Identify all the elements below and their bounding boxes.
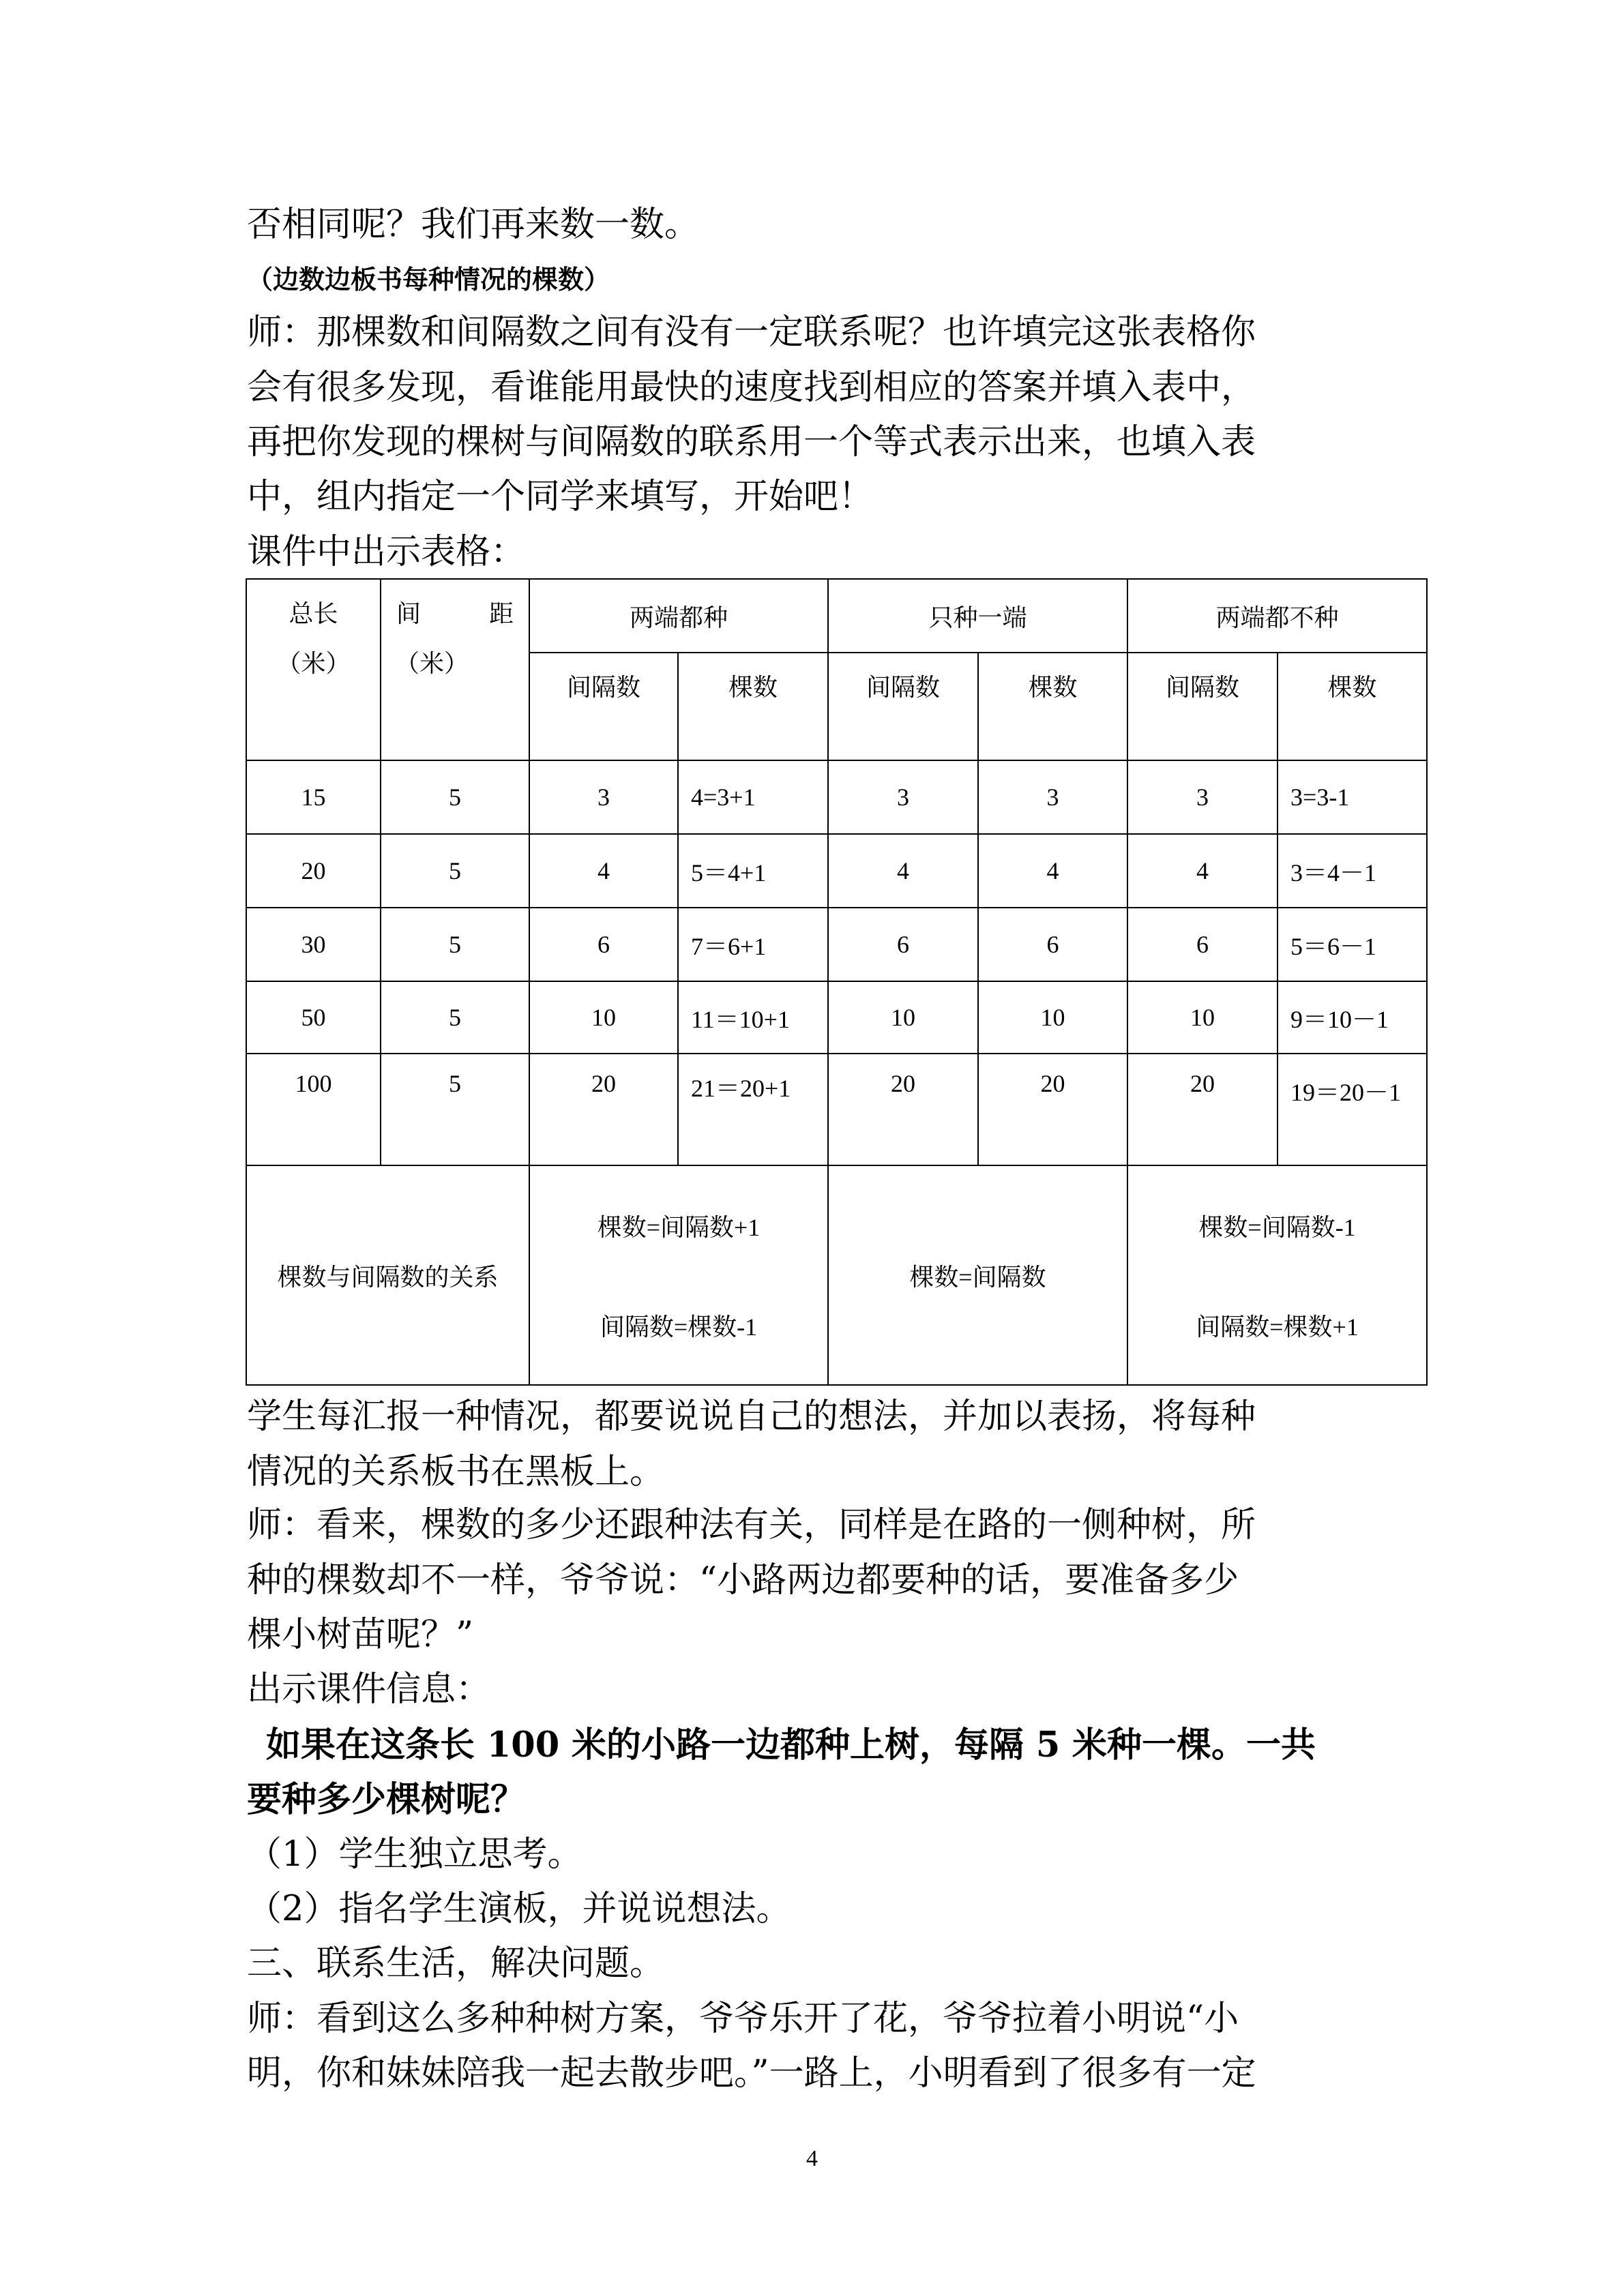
cell: 20	[978, 1054, 1127, 1165]
cell: 10	[828, 981, 978, 1054]
cell: 9＝10－1	[1278, 981, 1427, 1054]
cell: 20	[246, 834, 381, 908]
header-distance-unit: （米）	[395, 650, 469, 677]
relation-formula: 间隔数=棵数+1	[1196, 1313, 1359, 1341]
sub-interval: 间隔数	[828, 653, 978, 760]
header-total-unit: （米）	[276, 650, 351, 677]
cell: 21＝20+1	[678, 1054, 828, 1165]
paragraph-line: 情况的关系板书在黑板上。	[247, 1452, 665, 1492]
paragraph-line: 出示课件信息：	[247, 1669, 491, 1710]
cell: 4	[1127, 834, 1278, 908]
table-row	[246, 908, 1427, 981]
cell: 3＝4－1	[1278, 834, 1427, 908]
relation-label: 棵数与间隔数的关系	[246, 1165, 529, 1385]
paragraph-line: 师：看来，棵数的多少还跟种法有关，同样是在路的一侧种树，所	[247, 1505, 1256, 1545]
relation-no-ends	[1127, 1165, 1427, 1385]
cell: 3	[828, 760, 978, 834]
relation-one-end: 棵数=间隔数	[828, 1165, 1127, 1385]
cell: 3	[529, 760, 678, 834]
table-row	[246, 1054, 1427, 1165]
cell: 6	[529, 908, 678, 981]
table-row	[246, 981, 1427, 1054]
table-row	[246, 834, 1427, 908]
tree-planting-table	[246, 578, 1426, 1384]
cell: 3=3-1	[1278, 760, 1427, 834]
relation-formula: 棵数=间隔数-1	[1198, 1213, 1356, 1241]
cell: 10	[978, 981, 1127, 1054]
cell: 3	[978, 760, 1127, 834]
group-both-ends: 两端都种	[529, 579, 828, 653]
cell: 5	[381, 908, 529, 981]
cell: 5	[381, 760, 529, 834]
cell: 100	[246, 1054, 381, 1165]
cell: 20	[529, 1054, 678, 1165]
cell: 10	[529, 981, 678, 1054]
paragraph-line: 再把你发现的棵树与间隔数的联系用一个等式表示出来，也填入表	[247, 422, 1256, 462]
paragraph-line: （2）指名学生演板，并说说想法。	[247, 1889, 791, 1929]
paragraph-line: 明，你和妹妹陪我一起去散步吧。”一路上，小明看到了很多有一定	[247, 2053, 1256, 2093]
paragraph-line: 种的棵数却不一样，爷爷说：“小路两边都要种的话，要准备多少	[247, 1560, 1239, 1600]
header-total-label: 总长	[289, 600, 338, 627]
cell: 5	[381, 981, 529, 1054]
relation-both-ends	[529, 1165, 828, 1385]
cell: 20	[1127, 1054, 1278, 1165]
cell: 19＝20－1	[1278, 1054, 1427, 1165]
paragraph-line: 学生每汇报一种情况，都要说说自己的想法，并加以表扬，将每种	[247, 1397, 1256, 1437]
cell: 11＝10+1	[678, 981, 828, 1054]
page-number: 4	[806, 2146, 818, 2171]
cell: 6	[1127, 908, 1278, 981]
note-line: （边数边板书每种情况的棵数）	[247, 264, 610, 295]
sub-trees: 棵数	[1278, 653, 1427, 760]
paragraph-line: 课件中出示表格：	[247, 532, 526, 572]
cell: 3	[1127, 760, 1278, 834]
problem-line: 如果在这条长 100 米的小路一边都种上树，每隔 5 米种一棵。一共	[266, 1725, 1316, 1765]
section-heading: 三、联系生活，解决问题。	[247, 1943, 665, 1984]
paragraph-line: 中，组内指定一个同学来填写，开始吧！	[247, 477, 874, 517]
sub-interval: 间隔数	[1127, 653, 1278, 760]
paragraph-line: 师：看到这么多种种树方案，爷爷乐开了花，爷爷拉着小明说“小	[247, 1999, 1239, 2039]
cell: 6	[978, 908, 1127, 981]
relation-row	[246, 1165, 1427, 1385]
group-no-ends: 两端都不种	[1127, 579, 1427, 653]
cell: 4	[828, 834, 978, 908]
problem-line: 要种多少棵树呢？	[247, 1779, 526, 1820]
paragraph-line: 师：那棵数和间隔数之间有没有一定联系呢？也许填完这张表格你	[247, 312, 1256, 353]
paragraph-line: 棵小树苗呢？”	[247, 1615, 474, 1655]
relation-formula: 棵数=间隔数+1	[597, 1213, 761, 1241]
paragraph-line: 否相同呢？我们再来数一数。	[247, 205, 700, 245]
cell: 4=3+1	[678, 760, 828, 834]
paragraph-line: 会有很多发现，看谁能用最快的速度找到相应的答案并填入表中，	[247, 368, 1256, 408]
relation-formula: 间隔数=棵数-1	[600, 1313, 758, 1341]
header-total-length	[246, 579, 381, 760]
cell: 5	[381, 1054, 529, 1165]
table-row	[246, 760, 1427, 834]
group-one-end: 只种一端	[828, 579, 1127, 653]
cell: 5	[381, 834, 529, 908]
cell: 5＝6－1	[1278, 908, 1427, 981]
cell: 4	[529, 834, 678, 908]
cell: 6	[828, 908, 978, 981]
cell: 20	[828, 1054, 978, 1165]
cell: 15	[246, 760, 381, 834]
sub-interval: 间隔数	[529, 653, 678, 760]
header-distance-char2: 距	[488, 600, 514, 627]
sub-trees: 棵数	[678, 653, 828, 760]
cell: 7＝6+1	[678, 908, 828, 981]
sub-trees: 棵数	[978, 653, 1127, 760]
header-distance-char1: 间	[396, 600, 422, 627]
cell: 30	[246, 908, 381, 981]
header-distance	[381, 579, 529, 760]
cell: 5＝4+1	[678, 834, 828, 908]
paragraph-line: （1）学生独立思考。	[247, 1834, 582, 1875]
cell: 10	[1127, 981, 1278, 1054]
cell: 4	[978, 834, 1127, 908]
cell: 50	[246, 981, 381, 1054]
